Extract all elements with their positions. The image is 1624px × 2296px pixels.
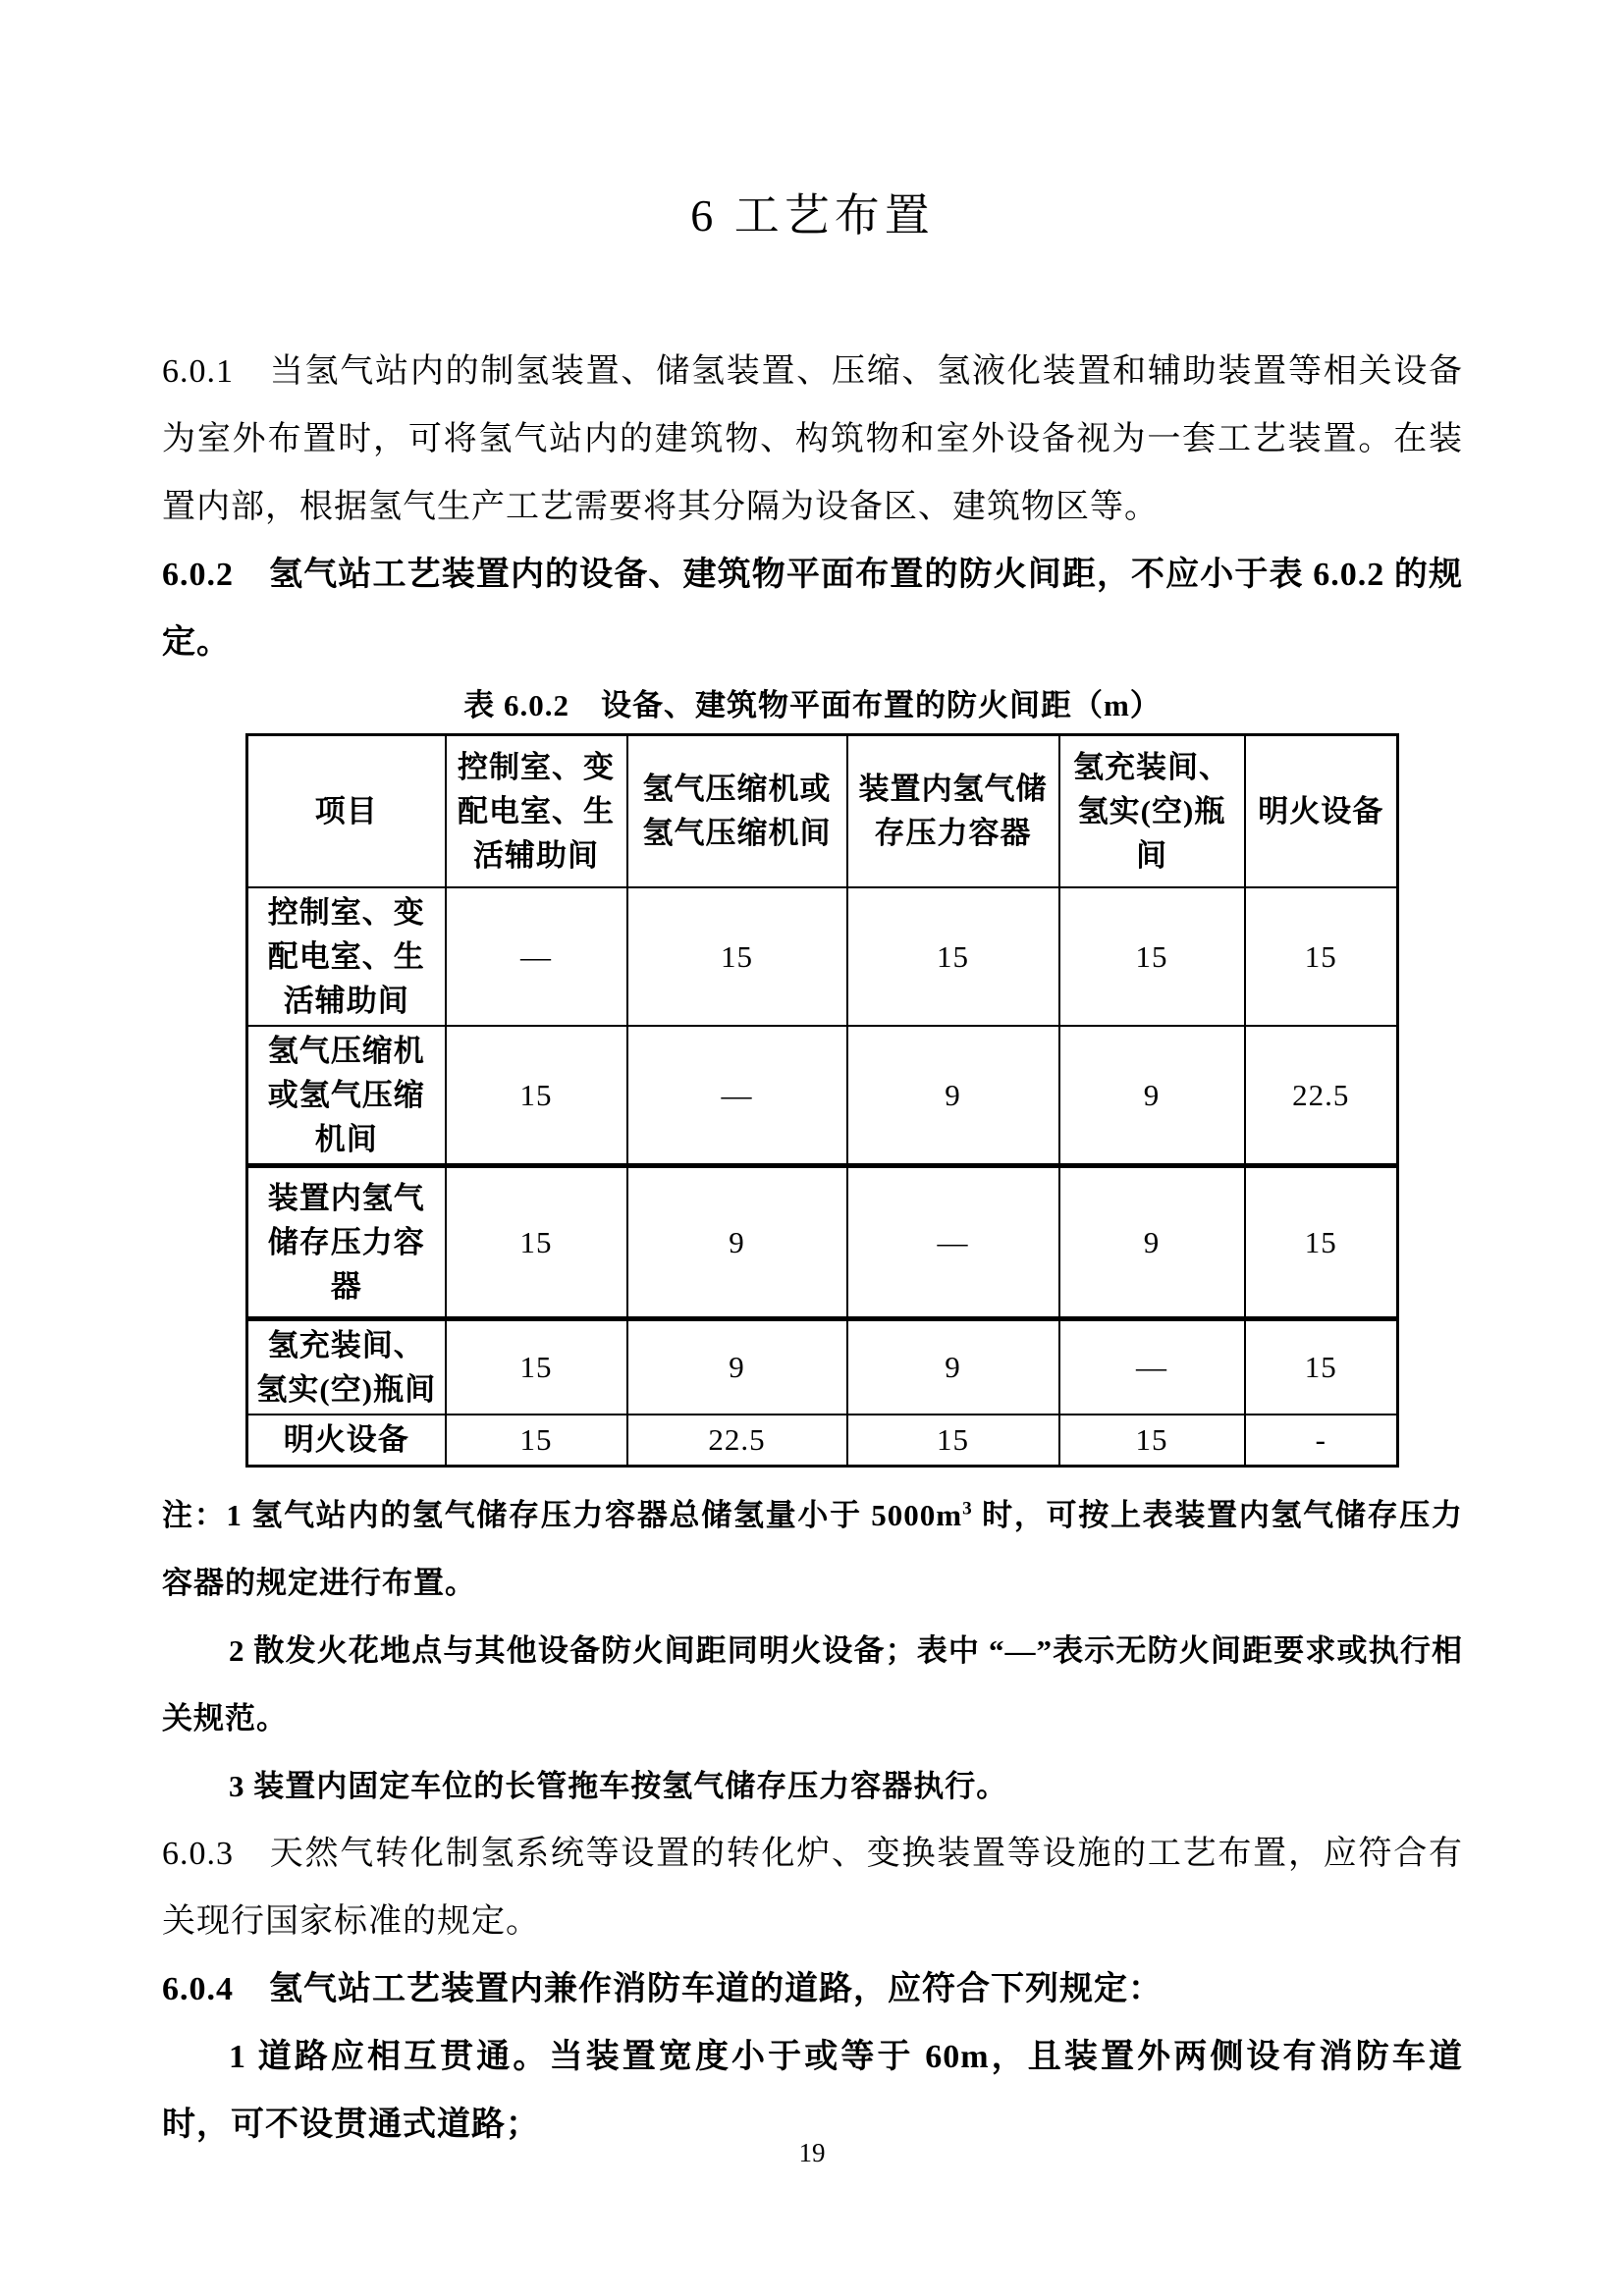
distance-cell: 15 <box>446 1026 627 1166</box>
col-header-item: 项目 <box>247 735 446 887</box>
distance-cell: 9 <box>847 1026 1059 1166</box>
clause-number: 6.0.4 <box>162 1970 234 2007</box>
clause-6-0-4-item-1: 1 道路应相互贯通。当装置宽度小于或等于 60m，且装置外两侧设有消防车道时，可不设贯通式道路； <box>162 2038 1463 2143</box>
distance-cell: 15 <box>1245 1165 1398 1318</box>
note-2: 2 散发火花地点与其他设备防火间距同明火设备；表中 “—”表示无防火间距要求或执行相关规范。 <box>162 1632 1463 1735</box>
row-label: 明火设备 <box>247 1415 446 1466</box>
note-1-text-continued: 时，可按上表装置内氢气储存压力容器的规定进行布置。 <box>162 1497 1464 1600</box>
col-header-compressor: 氢气压缩机或氢气压缩机间 <box>627 735 847 887</box>
table-row-control-room <box>247 887 1398 1026</box>
clause-text: 天然气转化制氢系统等设置的转化炉、变换装置等设施的工艺布置，应符合有关现行国家标准的规定。 <box>162 1835 1463 1940</box>
col-header-control-room: 控制室、变配电室、生活辅助间 <box>446 735 627 887</box>
clause-6-0-3 <box>162 1820 1463 1955</box>
row-label: 装置内氢气储存压力容器 <box>247 1165 446 1318</box>
table-caption: 表 6.0.2 设备、建筑物平面布置的防火间距（m） <box>463 688 1162 722</box>
distance-cell: — <box>446 887 627 1026</box>
distance-cell: 15 <box>1245 887 1398 1026</box>
distance-cell: 15 <box>1245 1318 1398 1415</box>
distance-cell: 22.5 <box>627 1415 847 1466</box>
distance-cell: 9 <box>1059 1026 1245 1166</box>
distance-cell: - <box>1245 1415 1398 1466</box>
row-label: 氢气压缩机或氢气压缩机间 <box>247 1026 446 1166</box>
distance-cell: — <box>847 1165 1059 1318</box>
distance-cell: 9 <box>1059 1165 1245 1318</box>
row-label: 控制室、变配电室、生活辅助间 <box>247 887 446 1026</box>
distance-cell: 15 <box>446 1165 627 1318</box>
clause-number: 6.0.2 <box>162 557 234 593</box>
distance-cell: 9 <box>627 1318 847 1415</box>
distance-cell: 9 <box>847 1318 1059 1415</box>
table-header-row <box>247 735 1398 887</box>
distance-cell: 15 <box>1059 887 1245 1026</box>
table-row-compressor <box>247 1026 1398 1166</box>
superscript-3: 3 <box>962 1498 973 1520</box>
table-row-open-flame <box>247 1415 1398 1466</box>
distance-cell: 9 <box>627 1165 847 1318</box>
clause-text: 氢气站工艺装置内的设备、建筑物平面布置的防火间距，不应小于表 6.0.2 的规定。 <box>162 557 1463 661</box>
note-3: 3 装置内固定车位的长管拖车按氢气储存压力容器执行。 <box>229 1768 1008 1803</box>
distance-cell: 15 <box>446 1318 627 1415</box>
col-header-filling-room: 氢充装间、氢实(空)瓶间 <box>1059 735 1245 887</box>
distance-cell: 15 <box>627 887 847 1026</box>
clause-6-0-2 <box>162 541 1463 676</box>
distance-cell: — <box>627 1026 847 1166</box>
distance-cell: 15 <box>1059 1415 1245 1466</box>
clause-6-0-1 <box>162 338 1463 541</box>
fire-distance-table <box>245 733 1399 1468</box>
table-notes <box>162 1481 1463 1820</box>
page-content <box>162 0 1463 2159</box>
clause-text: 当氢气站内的制氢装置、储氢装置、压缩、氢液化装置和辅助装置等相关设备为室外布置时，可将氢气站内的建筑物、构筑物和室外设备视为一套工艺装置。在装置内部，根据氢气生产工艺需要将其分隔为设备区、建筑物区等。 <box>162 353 1463 525</box>
distance-cell: 15 <box>847 1415 1059 1466</box>
note-1 <box>162 1481 1463 1617</box>
distance-cell: — <box>1059 1318 1245 1415</box>
clause-number: 6.0.3 <box>162 1835 234 1872</box>
clause-text: 氢气站工艺装置内兼作消防车道的道路，应符合下列规定： <box>269 1970 1163 2007</box>
clause-6-0-4 <box>162 1955 1463 2023</box>
clause-number: 6.0.1 <box>162 353 234 390</box>
distance-cell: 15 <box>446 1415 627 1466</box>
note-1-text: 注：1 氢气站内的氢气储存压力容器总储氢量小于 5000m <box>162 1497 963 1532</box>
distance-cell: 22.5 <box>1245 1026 1398 1166</box>
col-header-storage-vessel: 装置内氢气储存压力容器 <box>847 735 1059 887</box>
row-label: 氢充装间、氢实(空)瓶间 <box>247 1318 446 1415</box>
col-header-open-flame: 明火设备 <box>1245 735 1398 887</box>
page-number: 19 <box>798 2138 826 2167</box>
table-row-storage-vessel <box>247 1165 1398 1318</box>
table-row-filling-room <box>247 1318 1398 1415</box>
chapter-title: 6 工艺布置 <box>690 190 935 240</box>
distance-cell: 15 <box>847 887 1059 1026</box>
